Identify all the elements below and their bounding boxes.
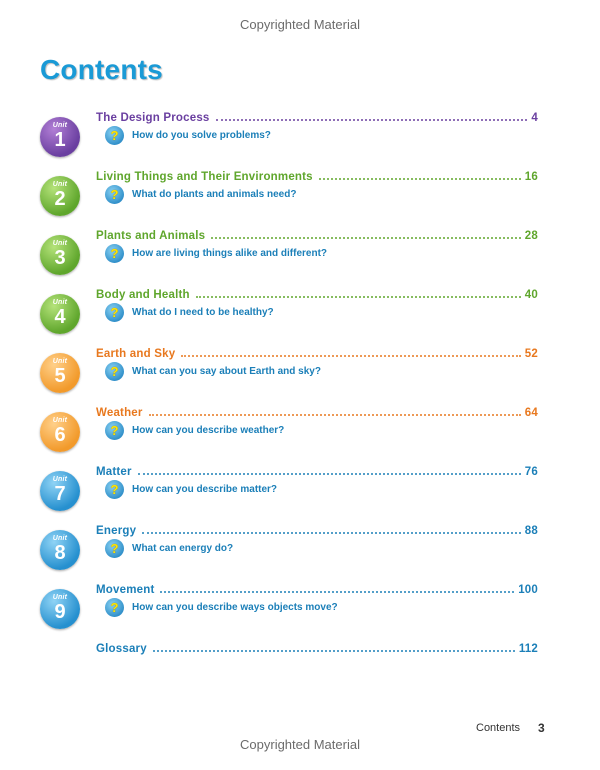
page-number: 40 bbox=[524, 289, 538, 301]
essential-question bbox=[105, 243, 327, 263]
question-globe-icon: ? bbox=[105, 539, 124, 558]
unit-badge-word: Unit bbox=[52, 122, 68, 129]
question-text: How can you describe matter? bbox=[132, 483, 278, 495]
toc-title-row[interactable] bbox=[96, 639, 538, 655]
unit-badge bbox=[40, 294, 80, 334]
unit-badge-number: 4 bbox=[54, 306, 66, 328]
unit-title[interactable]: Body and Health bbox=[96, 289, 190, 301]
unit-badge-number: 2 bbox=[54, 188, 66, 210]
page-number: 88 bbox=[524, 525, 538, 537]
dot-leader bbox=[153, 650, 515, 652]
question-text: How can you describe weather? bbox=[132, 424, 285, 436]
page-number: 112 bbox=[518, 643, 538, 655]
toc-entry-unit-1[interactable] bbox=[38, 108, 543, 162]
unit-badge-word: Unit bbox=[52, 240, 68, 247]
toc-title-row[interactable] bbox=[96, 285, 538, 301]
essential-question bbox=[105, 302, 274, 322]
unit-badge bbox=[40, 353, 80, 393]
essential-question bbox=[105, 125, 271, 145]
page-number: 4 bbox=[531, 112, 538, 124]
unit-badge-word: Unit bbox=[52, 476, 68, 483]
unit-title[interactable]: Earth and Sky bbox=[96, 348, 176, 360]
dot-leader bbox=[138, 473, 521, 475]
question-text: What do plants and animals need? bbox=[132, 188, 297, 200]
page-title: Contents bbox=[40, 54, 163, 85]
dot-leader bbox=[319, 178, 521, 180]
essential-question bbox=[105, 420, 284, 440]
unit-badge bbox=[40, 176, 80, 216]
unit-badge bbox=[40, 117, 80, 157]
unit-title[interactable]: Movement bbox=[96, 584, 155, 596]
page-number: 64 bbox=[524, 407, 538, 419]
dot-leader bbox=[181, 355, 521, 357]
footer-page-number: 3 bbox=[538, 721, 545, 735]
toc-entry-unit-8[interactable] bbox=[38, 521, 543, 575]
question-globe-icon: ? bbox=[105, 244, 124, 263]
unit-badge-word: Unit bbox=[52, 535, 68, 542]
toc-entry-unit-5[interactable] bbox=[38, 344, 543, 398]
page-number: 28 bbox=[524, 230, 538, 242]
unit-badge-number: 8 bbox=[54, 542, 66, 564]
toc-title-row[interactable] bbox=[96, 462, 538, 478]
essential-question bbox=[105, 361, 321, 381]
dot-leader bbox=[149, 414, 521, 416]
unit-badge-number: 7 bbox=[54, 483, 66, 505]
toc-title-row[interactable] bbox=[96, 580, 538, 596]
unit-badge bbox=[40, 235, 80, 275]
footer-section-label: Contents bbox=[476, 722, 521, 734]
toc-title-row[interactable] bbox=[96, 403, 538, 419]
unit-title[interactable]: Weather bbox=[96, 407, 143, 419]
toc-entry-unit-7[interactable] bbox=[38, 462, 543, 516]
unit-title[interactable]: Matter bbox=[96, 466, 132, 478]
page-number: 100 bbox=[518, 584, 538, 596]
dot-leader bbox=[160, 591, 514, 593]
dot-leader bbox=[211, 237, 521, 239]
toc-title-row[interactable] bbox=[96, 167, 538, 183]
unit-badge-number: 6 bbox=[54, 424, 66, 446]
toc-title-row[interactable] bbox=[96, 108, 538, 124]
unit-badge-word: Unit bbox=[52, 417, 68, 424]
question-text: How are living things alike and different? bbox=[132, 247, 328, 259]
question-text: What can energy do? bbox=[132, 542, 234, 554]
toc-entry-unit-6[interactable] bbox=[38, 403, 543, 457]
question-globe-icon: ? bbox=[105, 480, 124, 499]
page-number: 52 bbox=[524, 348, 538, 360]
unit-badge bbox=[40, 530, 80, 570]
unit-title[interactable]: The Design Process bbox=[96, 112, 210, 124]
toc-entry-glossary[interactable] bbox=[38, 639, 543, 659]
glossary-title[interactable]: Glossary bbox=[96, 643, 147, 655]
unit-badge-number: 3 bbox=[54, 247, 66, 269]
toc-entry-unit-4[interactable] bbox=[38, 285, 543, 339]
unit-title[interactable]: Energy bbox=[96, 525, 137, 537]
essential-question bbox=[105, 479, 277, 499]
toc-entry-unit-2[interactable] bbox=[38, 167, 543, 221]
question-text: How can you describe ways objects move? bbox=[132, 601, 338, 613]
dot-leader bbox=[142, 532, 521, 534]
question-globe-icon: ? bbox=[105, 421, 124, 440]
unit-badge-number: 1 bbox=[54, 129, 66, 151]
unit-badge-word: Unit bbox=[52, 299, 68, 306]
unit-badge-word: Unit bbox=[52, 181, 68, 188]
essential-question bbox=[105, 184, 296, 204]
essential-question bbox=[105, 538, 233, 558]
unit-badge-number: 5 bbox=[54, 365, 66, 387]
toc-entry-unit-3[interactable] bbox=[38, 226, 543, 280]
unit-badge bbox=[40, 412, 80, 452]
essential-question bbox=[105, 597, 338, 617]
question-globe-icon: ? bbox=[105, 303, 124, 322]
unit-title[interactable]: Plants and Animals bbox=[96, 230, 206, 242]
toc-title-row[interactable] bbox=[96, 344, 538, 360]
unit-badge-number: 9 bbox=[54, 601, 66, 623]
page-number: 76 bbox=[524, 466, 538, 478]
unit-badge-word: Unit bbox=[52, 358, 68, 365]
question-globe-icon: ? bbox=[105, 362, 124, 381]
dot-leader bbox=[216, 119, 528, 121]
question-globe-icon: ? bbox=[105, 126, 124, 145]
toc-title-row[interactable] bbox=[96, 226, 538, 242]
unit-badge bbox=[40, 471, 80, 511]
unit-badge bbox=[40, 589, 80, 629]
copyright-header: Copyrighted Material bbox=[240, 17, 360, 32]
question-text: What can you say about Earth and sky? bbox=[132, 365, 321, 377]
unit-title[interactable]: Living Things and Their Environments bbox=[96, 171, 313, 183]
toc-title-row[interactable] bbox=[96, 521, 538, 537]
question-globe-icon: ? bbox=[105, 598, 124, 617]
page-number: 16 bbox=[524, 171, 538, 183]
copyright-footer: Copyrighted Material bbox=[240, 737, 360, 752]
question-text: How do you solve problems? bbox=[132, 129, 271, 141]
dot-leader bbox=[196, 296, 521, 298]
unit-badge-word: Unit bbox=[52, 594, 68, 601]
question-text: What do I need to be healthy? bbox=[132, 306, 274, 318]
question-globe-icon: ? bbox=[105, 185, 124, 204]
toc-entry-unit-9[interactable] bbox=[38, 580, 543, 634]
